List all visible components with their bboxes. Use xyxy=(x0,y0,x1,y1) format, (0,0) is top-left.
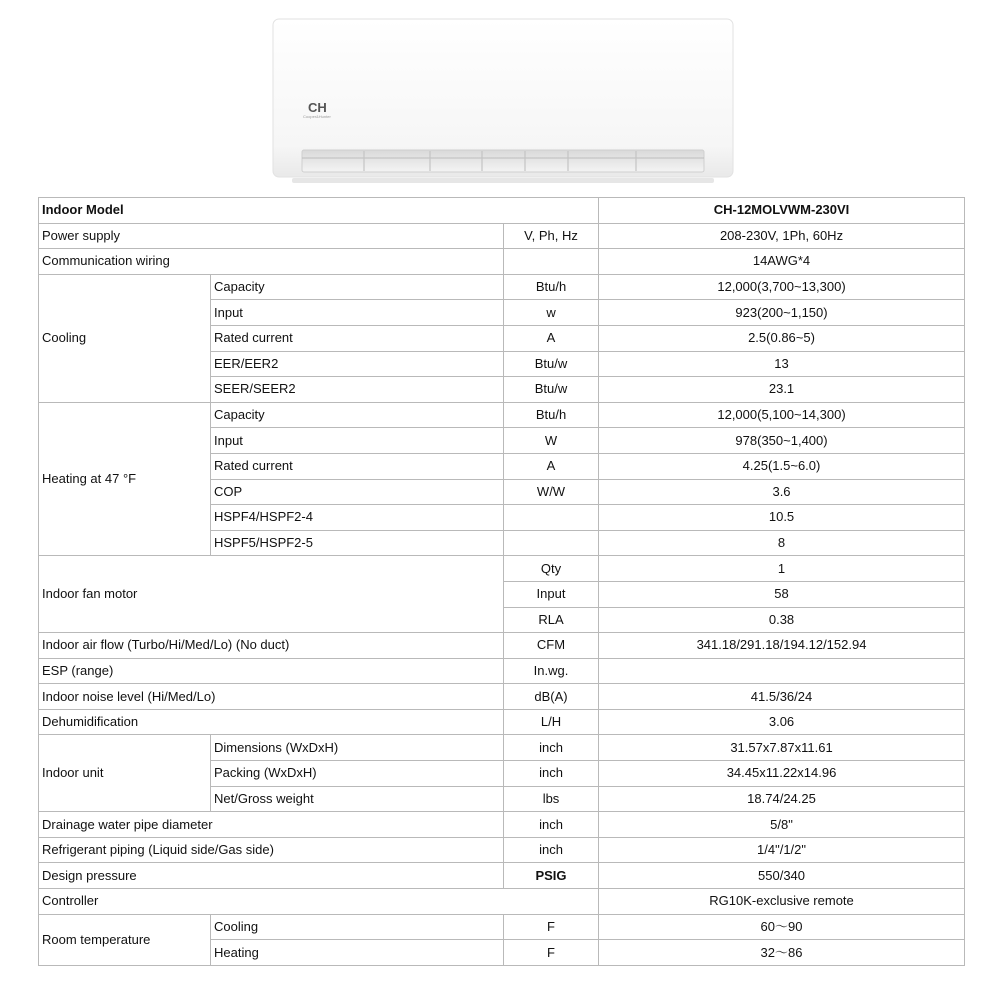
row-value: 18.74/24.25 xyxy=(599,786,965,812)
brand-logo-subtext: Cooper&Hunter xyxy=(303,114,331,119)
row-value: 0.38 xyxy=(599,607,965,633)
table-row xyxy=(39,684,965,710)
row-label: Drainage water pipe diameter xyxy=(39,812,504,838)
group-label-fan-motor: Indoor fan motor xyxy=(39,556,504,633)
model-label: Indoor Model xyxy=(39,198,599,224)
row-value: 550/340 xyxy=(599,863,965,889)
row-value: 32～86 xyxy=(599,940,965,966)
group-label-indoor-unit: Indoor unit xyxy=(39,735,211,812)
row-label: Dehumidification xyxy=(39,709,504,735)
row-label: Rated current xyxy=(211,453,504,479)
row-value: 5/8" xyxy=(599,812,965,838)
row-unit: Btu/w xyxy=(504,377,599,403)
table-row xyxy=(39,658,965,684)
table-row xyxy=(39,249,965,275)
row-value: 3.6 xyxy=(599,479,965,505)
row-label: ESP (range) xyxy=(39,658,504,684)
row-value: 3.06 xyxy=(599,709,965,735)
row-unit: In.wg. xyxy=(504,658,599,684)
row-unit: inch xyxy=(504,837,599,863)
row-value xyxy=(599,658,965,684)
row-value: RG10K-exclusive remote xyxy=(599,889,965,915)
indoor-unit-product-image xyxy=(272,18,734,186)
row-value: 10.5 xyxy=(599,505,965,531)
row-value: 60～90 xyxy=(599,914,965,940)
row-value: 34.45x11.22x14.96 xyxy=(599,761,965,787)
row-value: 31.57x7.87x11.61 xyxy=(599,735,965,761)
row-label: Cooling xyxy=(211,914,504,940)
row-label: Rated current xyxy=(211,325,504,351)
row-value: 2.5(0.86~5) xyxy=(599,325,965,351)
row-unit: Input xyxy=(504,581,599,607)
table-row xyxy=(39,198,965,224)
row-value: 1/4"/1/2" xyxy=(599,837,965,863)
row-label: SEER/SEER2 xyxy=(211,377,504,403)
row-value: 208-230V, 1Ph, 60Hz xyxy=(599,223,965,249)
row-label: Dimensions (WxDxH) xyxy=(211,735,504,761)
row-label: Communication wiring xyxy=(39,249,504,275)
row-value: 41.5/36/24 xyxy=(599,684,965,710)
table-row xyxy=(39,274,965,300)
table-row xyxy=(39,812,965,838)
row-unit: Btu/h xyxy=(504,274,599,300)
row-unit: inch xyxy=(504,735,599,761)
row-unit: F xyxy=(504,914,599,940)
row-unit: F xyxy=(504,940,599,966)
row-value: 13 xyxy=(599,351,965,377)
model-value: CH-12MOLVWM-230VI xyxy=(599,198,965,224)
row-label: HSPF4/HSPF2-4 xyxy=(211,505,504,531)
row-unit: Btu/w xyxy=(504,351,599,377)
row-label: Capacity xyxy=(211,274,504,300)
row-unit: inch xyxy=(504,812,599,838)
row-value: 12,000(3,700~13,300) xyxy=(599,274,965,300)
row-unit: Qty xyxy=(504,556,599,582)
row-value: 58 xyxy=(599,581,965,607)
group-label-cooling: Cooling xyxy=(39,274,211,402)
row-unit xyxy=(504,505,599,531)
table-row xyxy=(39,633,965,659)
table-row xyxy=(39,402,965,428)
row-value: 978(350~1,400) xyxy=(599,428,965,454)
row-label: Heating xyxy=(211,940,504,966)
row-label: Design pressure xyxy=(39,863,504,889)
row-unit: lbs xyxy=(504,786,599,812)
table-row xyxy=(39,223,965,249)
table-row xyxy=(39,914,965,940)
row-label: Indoor noise level (Hi/Med/Lo) xyxy=(39,684,504,710)
row-value: 12,000(5,100~14,300) xyxy=(599,402,965,428)
row-value: 4.25(1.5~6.0) xyxy=(599,453,965,479)
row-value: 8 xyxy=(599,530,965,556)
table-row xyxy=(39,863,965,889)
row-unit: Btu/h xyxy=(504,402,599,428)
table-row xyxy=(39,837,965,863)
row-label: Capacity xyxy=(211,402,504,428)
row-value: 923(200~1,150) xyxy=(599,300,965,326)
row-label: Packing (WxDxH) xyxy=(211,761,504,787)
row-value: 14AWG*4 xyxy=(599,249,965,275)
row-label: Power supply xyxy=(39,223,504,249)
row-unit: A xyxy=(504,325,599,351)
group-label-room-temperature: Room temperature xyxy=(39,914,211,965)
row-unit: PSIG xyxy=(504,863,599,889)
row-unit xyxy=(504,249,599,275)
row-unit xyxy=(504,530,599,556)
table-row xyxy=(39,889,965,915)
row-label: EER/EER2 xyxy=(211,351,504,377)
brand-logo: CH xyxy=(308,100,327,115)
row-unit: L/H xyxy=(504,709,599,735)
row-value: 341.18/291.18/194.12/152.94 xyxy=(599,633,965,659)
row-unit: RLA xyxy=(504,607,599,633)
row-unit: inch xyxy=(504,761,599,787)
row-label: Input xyxy=(211,428,504,454)
group-label-heating: Heating at 47 °F xyxy=(39,402,211,556)
specification-table xyxy=(38,197,965,966)
table-row xyxy=(39,709,965,735)
row-label: Controller xyxy=(39,889,599,915)
row-label: Indoor air flow (Turbo/Hi/Med/Lo) (No duct) xyxy=(39,633,504,659)
row-unit: dB(A) xyxy=(504,684,599,710)
row-label: COP xyxy=(211,479,504,505)
row-label: HSPF5/HSPF2-5 xyxy=(211,530,504,556)
row-unit: A xyxy=(504,453,599,479)
row-unit: W/W xyxy=(504,479,599,505)
row-label: Net/Gross weight xyxy=(211,786,504,812)
row-unit: CFM xyxy=(504,633,599,659)
table-row xyxy=(39,556,965,582)
row-label: Refrigerant piping (Liquid side/Gas side) xyxy=(39,837,504,863)
row-label: Input xyxy=(211,300,504,326)
row-value: 23.1 xyxy=(599,377,965,403)
row-unit: V, Ph, Hz xyxy=(504,223,599,249)
table-row xyxy=(39,735,965,761)
row-unit: w xyxy=(504,300,599,326)
row-unit: W xyxy=(504,428,599,454)
row-value: 1 xyxy=(599,556,965,582)
